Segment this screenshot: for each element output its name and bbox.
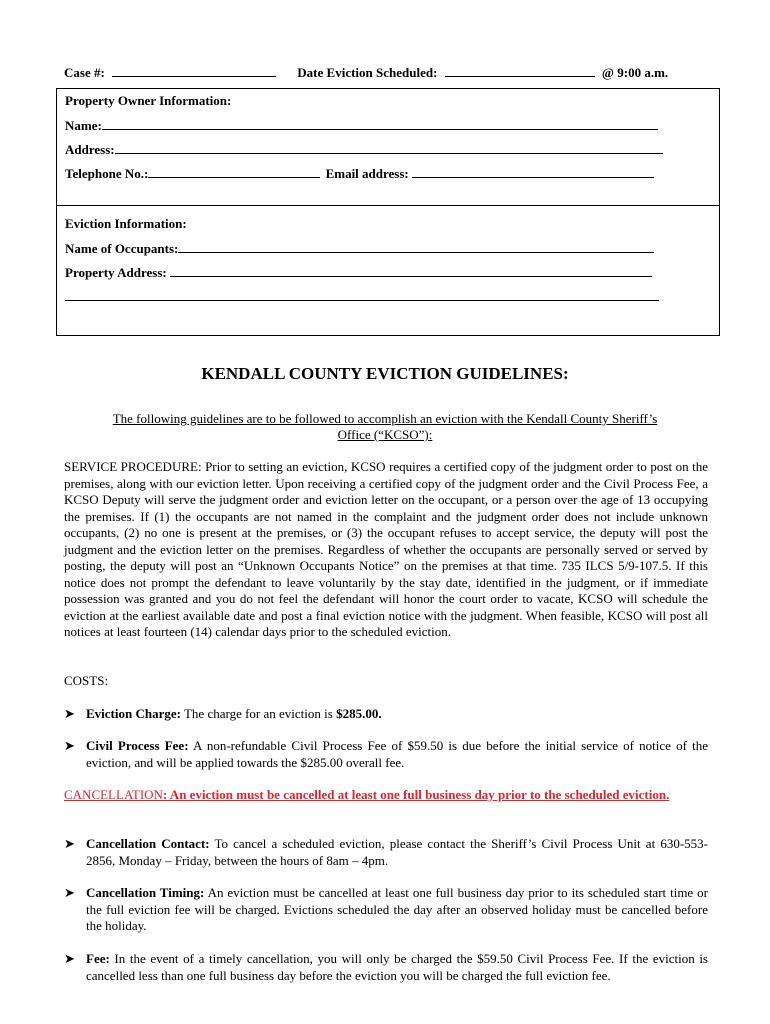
telephone-label: Telephone No.:	[65, 166, 149, 181]
case-number-field[interactable]	[112, 64, 276, 77]
date-scheduled-field[interactable]	[445, 64, 595, 77]
cancellation-prefix: CANCELLATION	[64, 787, 163, 802]
header-row	[64, 64, 668, 81]
owner-contact-row	[65, 165, 654, 182]
cost-text: A non-refundable Civil Process Fee of $59.50 is due before the initial service of notice of the eviction, and will be applied towards the $285.00 overall fee.	[86, 738, 708, 770]
occupants-label: Name of Occupants:	[65, 241, 179, 256]
intro-text: The following guidelines are to be followed to accomplish an eviction with the Kendall County Sheriff’s Office (“KCSO”):	[112, 411, 658, 442]
property-address-row	[65, 264, 652, 281]
owner-address-row	[65, 141, 663, 158]
date-scheduled-label: Date Eviction Scheduled:	[297, 65, 438, 80]
extra-address-row	[65, 288, 659, 305]
cancellation-item-label: Cancellation Timing:	[86, 885, 205, 900]
cancellation-item-fee	[64, 951, 708, 984]
owner-heading: Property Owner Information:	[65, 93, 232, 108]
owner-address-label: Address:	[65, 142, 115, 157]
cancellation-heading	[64, 787, 708, 804]
cancellation-item-text: To cancel a scheduled eviction, please contact the Sheriff’s Civil Process Unit at 630-553-2856, Monday – Friday, between the hours of 8am – 4pm.	[86, 836, 708, 868]
owner-name-row	[65, 117, 658, 134]
property-address-field[interactable]	[170, 264, 652, 277]
cost-label: Eviction Charge:	[86, 706, 181, 721]
owner-name-label: Name:	[65, 118, 102, 133]
cost-label: Civil Process Fee:	[86, 738, 189, 753]
email-label: Email address:	[325, 166, 409, 181]
arrow-bullet-icon: ➤	[64, 885, 75, 900]
cancellation-item-text: An eviction must be cancelled at least one full business day prior to its scheduled start time or the full eviction fee will be charged. Evictions scheduled the day after an observed holiday must be cancelled before the holiday.	[86, 885, 708, 933]
cost-item-eviction-charge	[64, 706, 708, 723]
telephone-field[interactable]	[148, 165, 320, 178]
time-label: @ 9:00 a.m.	[601, 65, 669, 80]
cost-item-civil-process-fee	[64, 738, 708, 771]
arrow-bullet-icon: ➤	[64, 738, 75, 753]
cancellation-item-text: In the event of a timely cancellation, you will only be charged the $59.50 Civil Process Fee. If the eviction is cancelled less than one full business day before the eviction you will be charged the full eviction fee.	[86, 951, 708, 983]
cancellation-item-label: Fee:	[86, 951, 110, 966]
arrow-bullet-icon: ➤	[64, 706, 75, 721]
cancellation-item-label: Cancellation Contact:	[86, 836, 210, 851]
cancellation-item-timing	[64, 885, 708, 935]
occupants-field[interactable]	[178, 240, 654, 253]
arrow-bullet-icon: ➤	[64, 951, 75, 966]
owner-info-box	[56, 88, 720, 206]
document-title: KENDALL COUNTY EVICTION GUIDELINES:	[201, 364, 569, 383]
cancellation-item-contact	[64, 836, 708, 869]
email-field[interactable]	[412, 165, 654, 178]
cost-text: The charge for an eviction is	[180, 706, 337, 721]
costs-label: COSTS:	[64, 673, 109, 688]
owner-address-field[interactable]	[115, 141, 663, 154]
service-procedure-text: SERVICE PROCEDURE: Prior to setting an eviction, KCSO requires a certified copy of the judgment order to post on the premises, along with our eviction letter. Upon receiving a certified copy of the judgment order and the Civil Process Fee, a KCSO Deputy will serve the judgment order and eviction letter on the occupant, or a person over the age of 13 occupying the premises. If (1) the occupants are not named in the complaint and the judgment order does not include unknown occupants, (2) no one is present at the premises, or (3) the occupant refuses to accept service, the deputy will post the judgment and the eviction letter on the premises. Regardless of whether the occupants are personally served or served by posting, the deputy will post an “Unknown Occupants Notice” on the premises at that time. 735 ILCS 5/9-107.5. If this notice does not prompt the defendant to leave voluntarily by the stay date, identified in the judgment, or if immediate possession was granted and you do not feel the defendant will honor the court order to vacate, KCSO will schedule the eviction at the earliest available date and post a final eviction notice with the judgment. When feasible, KCSO will post all notices at least fourteen (14) calendar days prior to the scheduled eviction.	[64, 459, 708, 639]
eviction-heading: Eviction Information:	[65, 216, 187, 231]
owner-name-field[interactable]	[102, 117, 658, 130]
cost-amount: $285.00.	[336, 706, 382, 721]
case-label: Case #:	[64, 65, 105, 80]
extra-address-field[interactable]	[65, 288, 659, 301]
property-address-label: Property Address:	[65, 265, 167, 280]
cancellation-rule: : An eviction must be cancelled at least one full business day prior to the scheduled eviction.	[162, 787, 670, 802]
eviction-info-box	[56, 205, 720, 336]
arrow-bullet-icon: ➤	[64, 836, 75, 851]
occupants-row	[65, 240, 654, 257]
